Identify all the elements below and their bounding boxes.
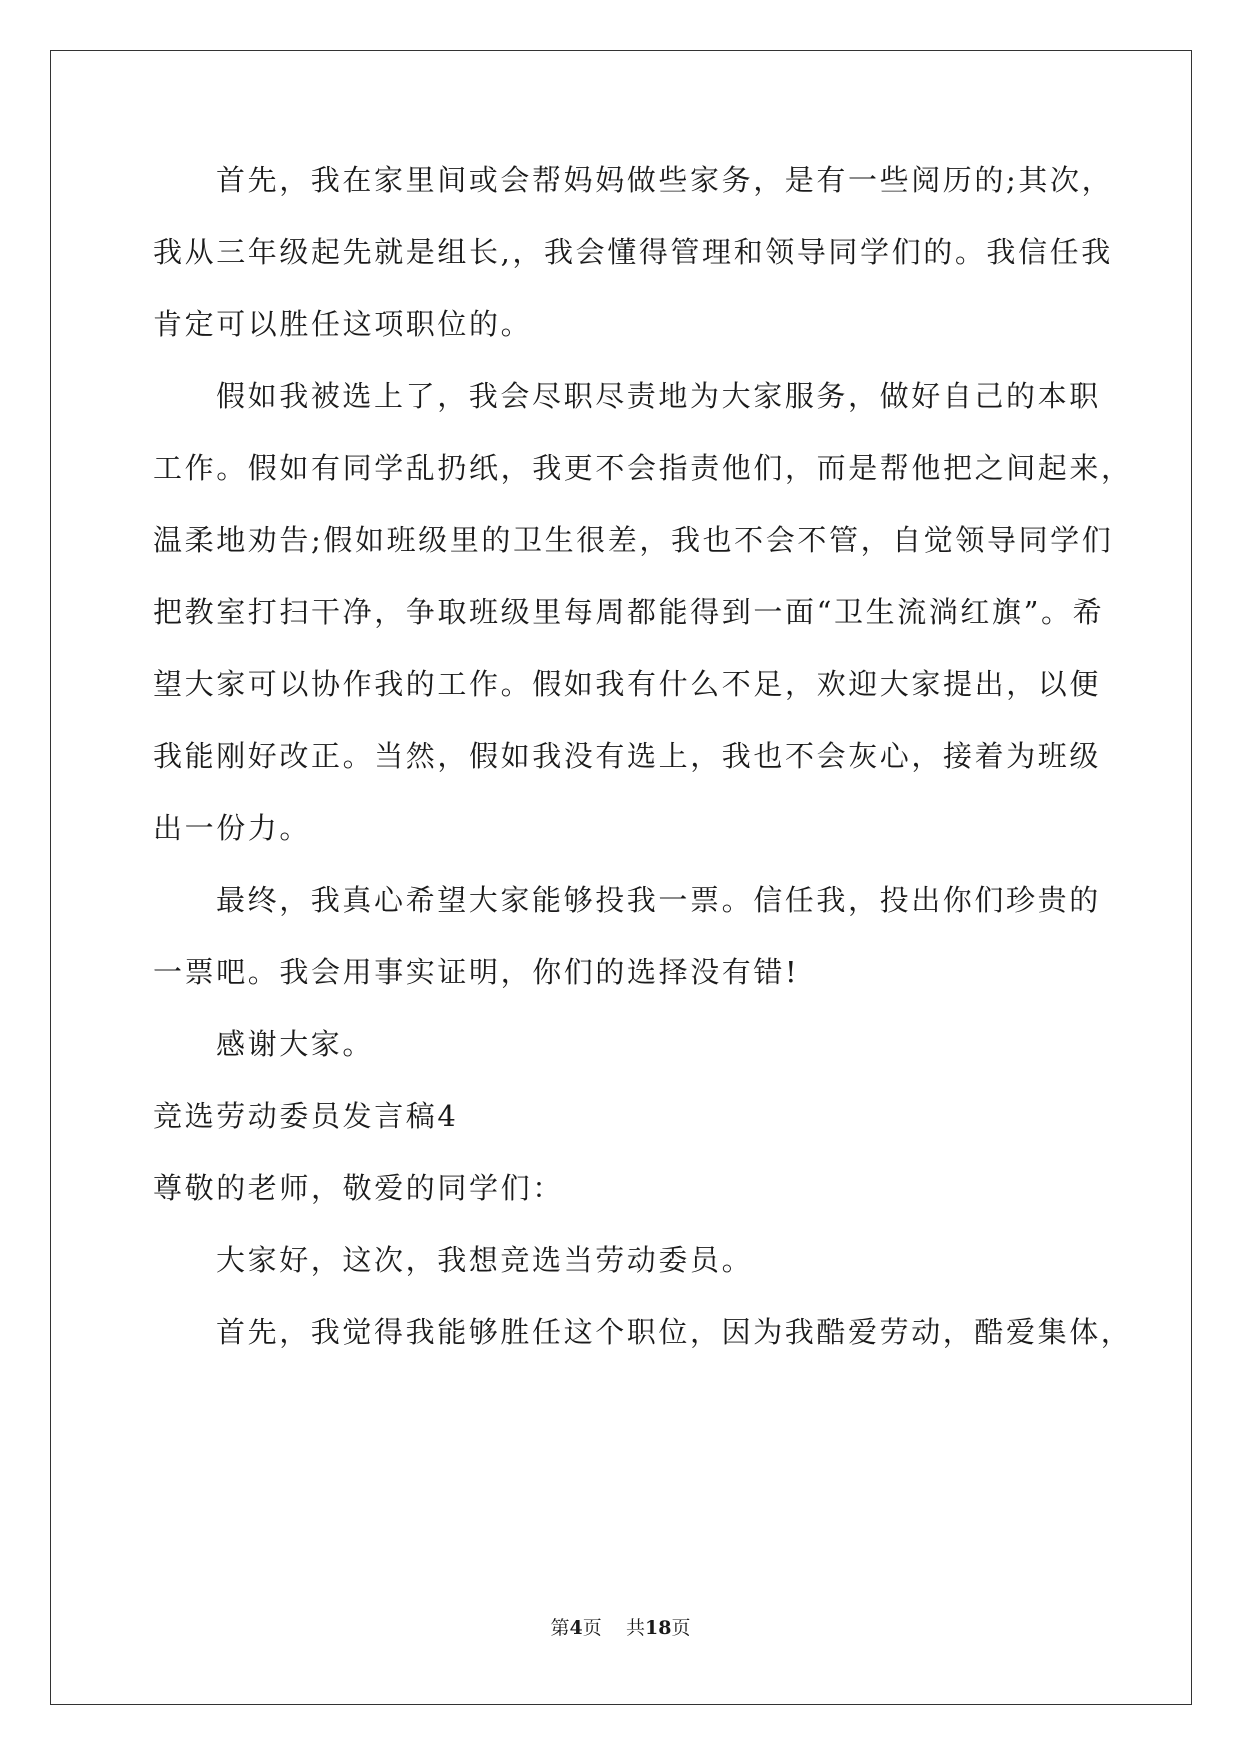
page-number: 4 bbox=[569, 1617, 583, 1639]
text-line: 肯定可以胜任这项职位的。 bbox=[153, 307, 533, 341]
page-suffix: 页 bbox=[582, 1617, 602, 1639]
text-line: 温柔地劝告;假如班级里的卫生很差，我也不会不管，自觉领导同学们 bbox=[153, 523, 1114, 557]
text-line: 最终，我真心希望大家能够投我一票。信任我，投出你们珍贵的 bbox=[216, 883, 1101, 917]
section-heading: 竞选劳动委员发言稿4 bbox=[153, 1099, 459, 1133]
text-line: 假如我被选上了，我会尽职尽责地为大家服务，做好自己的本职 bbox=[216, 379, 1101, 413]
text-line: 工作。假如有同学乱扔纸，我更不会指责他们，而是帮他把之间起来， bbox=[153, 451, 1133, 485]
salutation: 尊敬的老师，敬爱的同学们： bbox=[153, 1171, 564, 1205]
text-line: 首先，我在家里间或会帮妈妈做些家务，是有一些阅历的;其次， bbox=[216, 163, 1114, 197]
text-line: 我从三年级起先就是组长,，我会懂得管理和领导同学们的。我信任我 bbox=[153, 235, 1113, 269]
text-line: 望大家可以协作我的工作。假如我有什么不足，欢迎大家提出，以便 bbox=[153, 667, 1102, 701]
text-line: 大家好，这次，我想竞选当劳动委员。 bbox=[216, 1243, 754, 1277]
text-line: 感谢大家。 bbox=[216, 1027, 375, 1061]
text-line: 把教室打扫干净，争取班级里每周都能得到一面“卫生流淌红旗”。希 bbox=[153, 595, 1105, 629]
page-footer bbox=[0, 1616, 1241, 1640]
page-prefix: 第 bbox=[550, 1617, 570, 1639]
total-prefix: 共 bbox=[625, 1617, 645, 1639]
page-border bbox=[50, 50, 1192, 1705]
total-pages: 18 bbox=[644, 1617, 672, 1639]
text-line: 一票吧。我会用事实证明，你们的选择没有错! bbox=[153, 955, 800, 989]
total-suffix: 页 bbox=[671, 1617, 691, 1639]
text-line: 出一份力。 bbox=[153, 811, 312, 845]
text-line: 我能刚好改正。当然，假如我没有选上，我也不会灰心，接着为班级 bbox=[153, 739, 1102, 773]
text-line: 首先，我觉得我能够胜任这个职位，因为我酷爱劳动，酷爱集体， bbox=[216, 1315, 1133, 1349]
